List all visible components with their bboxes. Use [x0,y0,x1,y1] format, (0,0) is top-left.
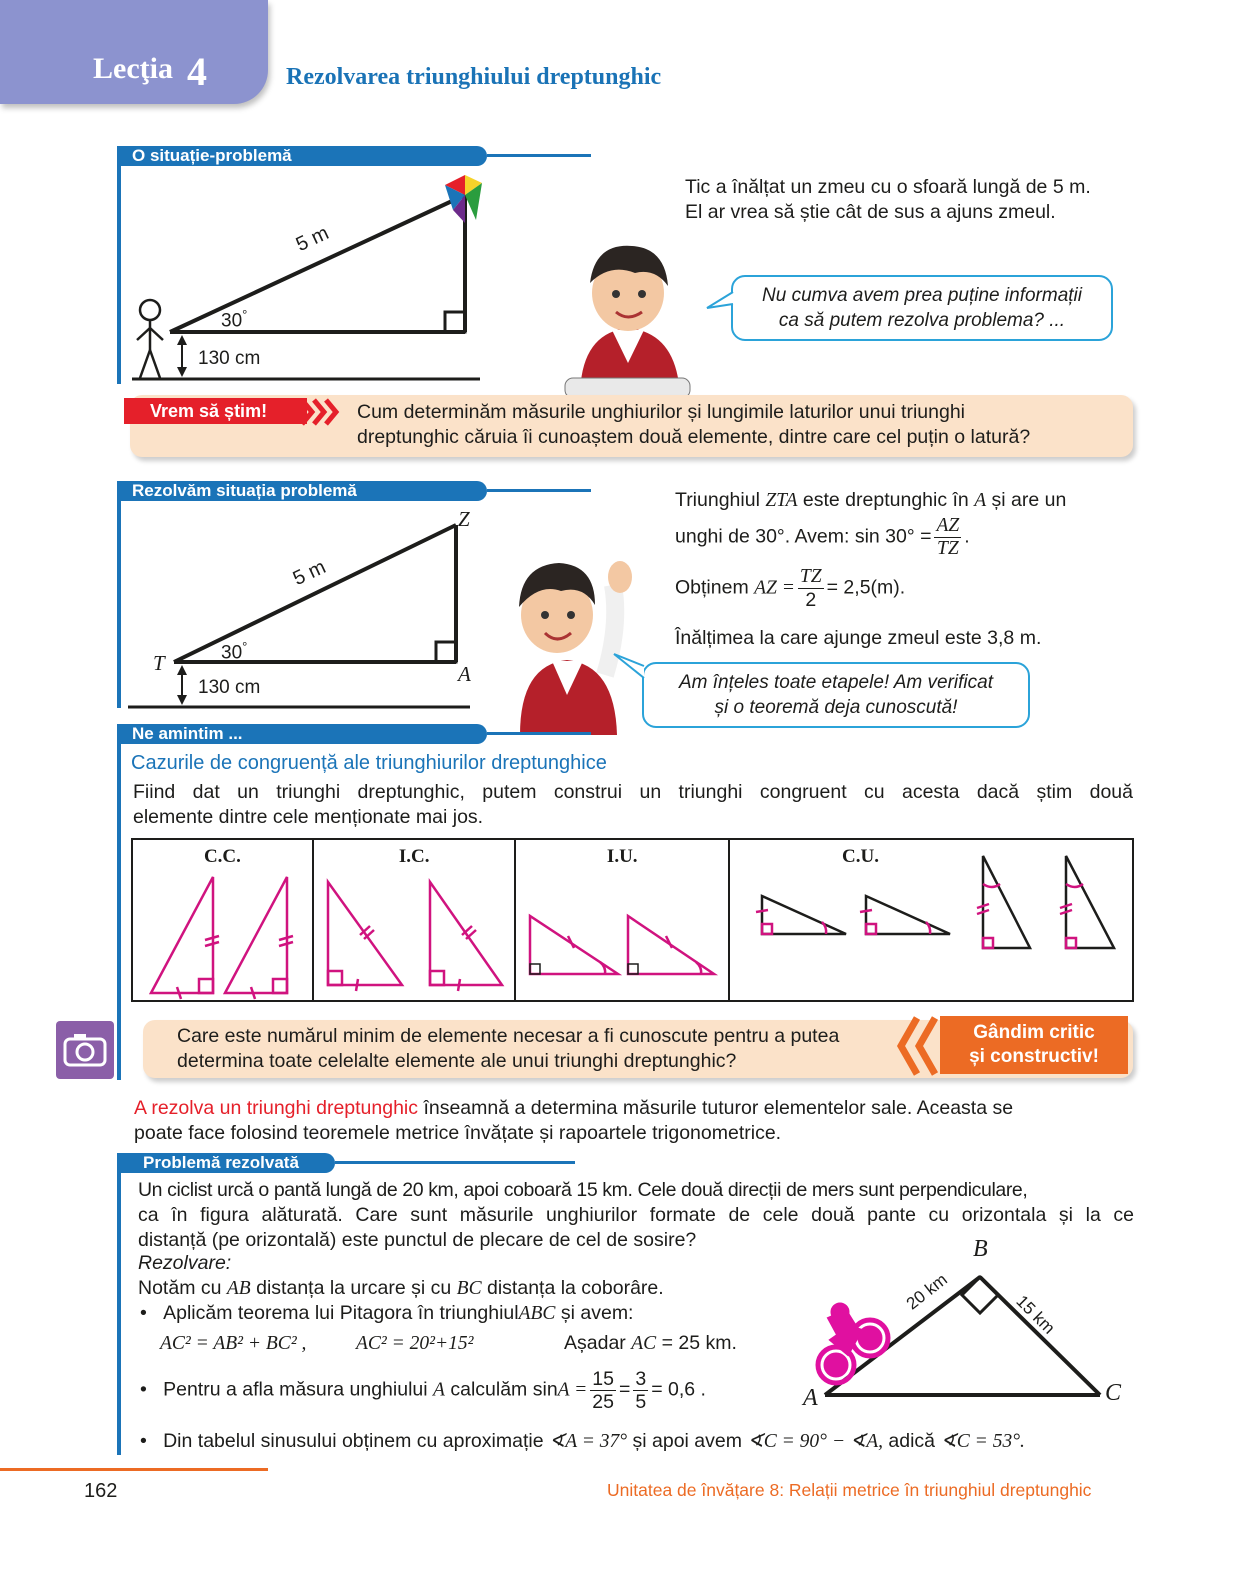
boy-waving-illustration [495,555,645,735]
chevrons-icon [300,398,340,426]
vertex-c: C [1105,1380,1122,1406]
lesson-tab [0,0,268,104]
solve-line-1: Triunghiul ZTA este dreptunghic în A și are un [675,489,1067,511]
equation-1: AC² = AB² + BC² , [160,1333,307,1354]
footer-unit: Unitatea de învățare 8: Relații metrice în triunghiul dreptunghic [607,1480,1092,1500]
height-label: 130 cm [198,348,261,369]
solution-label: Rezolvare: [138,1252,232,1274]
speech-bubble-2: Am înțeles toate etapele! Am verificat și o teoremă deja cunoscută! [642,662,1030,728]
critical-label: Gândim critic și constructiv! [940,1016,1128,1074]
triangle-zta-figure [120,500,490,715]
cyclist-triangle-figure [800,1230,1135,1415]
remember-subtitle: Cazurile de congruență ale triunghiurilor dreptunghice [131,752,607,774]
section-header-solve: Rezolvăm situația problemă [117,481,487,501]
bullet-2: • Pentru a afla măsura unghiului A calculăm sinA = $\frac{15}{25}$ = $\frac{3}{5}$ = 0,6 . [140,1368,706,1413]
vertex-b: B [973,1236,988,1262]
bubble-tail [612,652,646,680]
angle-label: 30° [221,639,248,664]
definition-line-2: poate face folosind teoremele metrice învățate și rapoartele trigonometrice. [134,1122,782,1144]
congruence-cases-table [131,838,1134,1002]
definition-line-1: A rezolva un triunghi dreptunghic înseamnă a determina măsurile tuturor elementelor sale. Aceasta se [134,1097,1014,1119]
hyp-label: 5 m [289,556,330,591]
case-iu: I.U. [515,839,729,1001]
height-label: 130 cm [198,677,261,698]
angle-label: 30° [221,307,248,332]
page-number: 162 [84,1480,118,1502]
bullet-1: • Aplicăm teorema lui Pitagora în triunghiulABC și avem: [140,1302,634,1324]
remember-text-2: elemente dintre cele menționate mai jos. [133,806,484,828]
equation-3: Așadar AC = 25 km. [564,1332,737,1354]
section-bar [117,726,121,1080]
chevrons-left-icon [895,1016,945,1076]
problem-line-2: ca în figura alăturată. Care sunt măsurile unghiurilor formate de cele două pante cu orizontala și la ce [138,1204,1134,1226]
section-bar [117,1155,121,1455]
bullet-3: • Din tabelul sinusului obținem cu aproximație ∢A = 37° și apoi avem ∢C = 90° − ∢A, adică ∢C = 53°. [140,1430,1025,1452]
section-line [487,732,591,735]
side-ab-label: 20 km [902,1269,951,1314]
side-bc-label: 15 km [1012,1291,1059,1338]
section-line [487,154,591,157]
solve-line-2: unghi de 30°. Avem: sin 30° = $\frac{AZ}{TZ}$ . [675,515,970,559]
critical-text: Care este numărul minim de elemente necesar a fi cunoscute pentru a putea determina toate celelalte elemente ale unui triunghi dreptunghic? [177,1025,840,1072]
boy-illustration [560,238,695,398]
section-header-solved: Problemă rezolvată [117,1153,335,1173]
case-ic: I.C. [313,839,516,1001]
vertex-z: Z [458,507,470,531]
bubble-tail [705,290,735,312]
case-cu: C.U. [729,839,1133,1001]
solve-line-3: Obținem AZ = $\frac{TZ}{2}$ = 2,5(m). [675,566,906,611]
equation-2: AC² = 20²+15² [356,1333,474,1354]
section-header-remember: Ne amintim ... [117,724,487,744]
situation-text: Tic a înălțat un zmeu cu o sfoară lungă de 5 m. El ar vrea să știe cât de sus a ajuns zmeul. [685,176,1091,223]
section-line [335,1161,575,1164]
speech-bubble-1: Nu cumva avem prea puține informații ca să putem rezolva problema? ... [731,275,1113,341]
section-line [487,489,591,492]
section-header-situation: O situație-problemă [117,146,487,166]
solve-line-4: Înălțimea la care ajunge zmeul este 3,8 m. [675,627,1042,649]
lesson-label: Lecţia [93,52,173,85]
vertex-a: A [458,662,471,686]
notation-line: Notăm cu AB distanța la urcare și cu BC distanța la coborâre. [138,1277,664,1299]
want-text: Cum determinăm măsurile unghiurilor și lungimile laturilor unui triunghi dreptunghic căruia îi cunoaștem două elemente, dintre care cel puțin o latură? [357,401,1031,448]
case-cc: C.C. [132,839,313,1001]
want-to-know-label: Vrem să știm! [124,398,307,424]
remember-text-1: Fiind dat un triunghi dreptunghic, putem construi un triunghi congruent cu acesta dacă știm două [133,781,1133,803]
vertex-t: T [153,651,165,675]
footer-line [0,1468,268,1471]
lesson-number: 4 [187,49,207,94]
camera-icon[interactable] [56,1021,114,1079]
vertex-a: A [803,1385,818,1411]
page-title: Rezolvarea triunghiului dreptunghic [286,64,662,90]
kite-figure [120,165,490,385]
problem-line-3: distanță (pe orizontală) este punctul de plecare de cel de sosire? [138,1229,697,1251]
problem-line-1: Un ciclist urcă o pantă lungă de 20 km, apoi coboară 15 km. Cele două direcții de mers sunt perpendiculare, [138,1179,1028,1201]
hyp-label: 5 m [292,222,333,257]
